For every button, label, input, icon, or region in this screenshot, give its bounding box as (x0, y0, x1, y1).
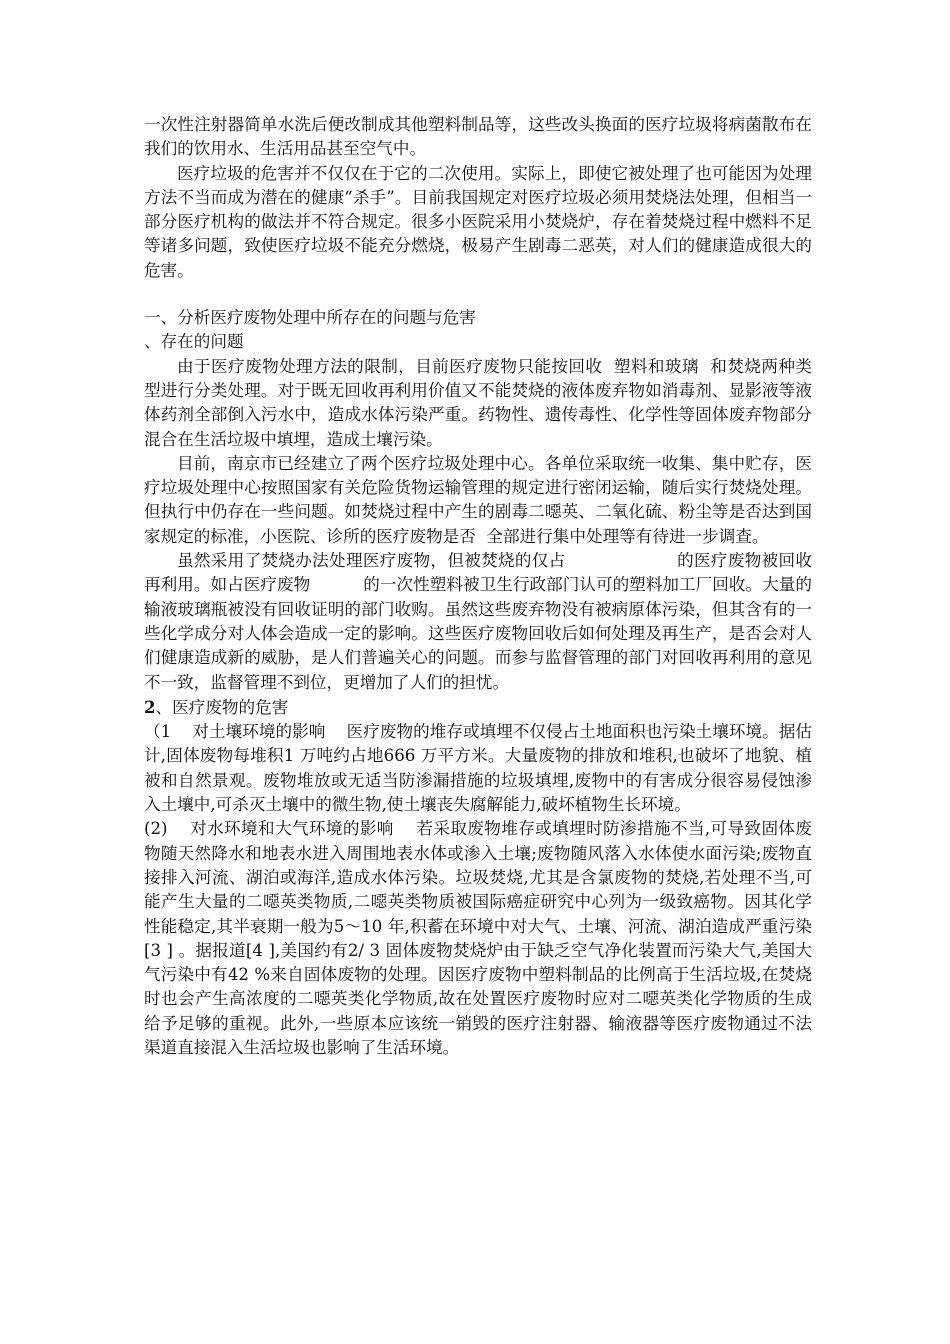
paragraph-problems-2: 目前，南京市已经建立了两个医疗垃圾处理中心。各单位采取统一收集、集中贮存，医疗垃圾处理中心按照国家有关危险货物运输管理的规定进行密闭运输，随后实行焚烧处理。但执行中仍存在一些问题。如焚烧过程中产生的剧毒二噁英、二氧化硫、粉尘等是否达到国家规定的标准，小医院、诊所的医疗废物是否 全部进行集中处理等有待进一步调查。 (144, 453, 812, 546)
document-page (144, 113, 812, 1060)
paragraph-problems-3: 虽然采用了焚烧办法处理医疗废物，但被焚烧的仅占 的医疗废物被回收再利用。如占医疗废物 的一次性塑料被卫生行政部门认可的塑料加工厂回收。大量的输液玻璃瓶被没有回收证明的部门收购。虽然这些废弃物没有被病原体污染，但其含有的一些化学成分对人体会造成一定的影响。这些医疗废物回收后如何处理及再生产，是否会对人们健康造成新的威胁，是人们普遍关心的问题。而参与监督管理的部门对回收再利用的意见不一致，监督管理不到位，更增加了人们的担忧。 (144, 551, 812, 692)
intro-paragraph-1: 一次性注射器简单水洗后便改制成其他塑料制品等，这些改头换面的医疗垃圾将病菌散布在我们的饮用水、生活用品甚至空气中。 (144, 115, 812, 159)
subsection-text: 、医疗废物的危害 (155, 697, 289, 717)
spacer (144, 283, 812, 306)
paragraph-harm-water-air: (2) 对水环境和大气环境的影响 若采取废物堆存或填埋时防渗措施不当,可导致固体废物随天然降水和地表水进入周围地表水体或渗入土壤;废物随风落入水体使水面污染;废物直接排入河流、湖泊或海洋,造成水体污染。垃圾焚烧,尤其是含氯废物的焚烧,若处理不当,可能产生大量的二噁英类物质,二噁英类物质被国际癌症研究中心列为一级致癌物。因其化学性能稳定,其半衰期一般为5～10 年,积蓄在环境中对大气、土壤、河流、湖泊造成严重污染[3 ] 。据报道[4 ],美国约有2/ 3 固体废物焚烧炉由于缺乏空气净化装置而污染大气,美国大气污染中有42 %来自固体废物的处理。因医疗废物中塑料制品的比例高于生活垃圾,在焚烧时也会产生高浓度的二噁英类化学物质,故在处置医疗废物时应对二噁英类化学物质的生成给予足够的重视。此外,一些原本应该统一销毁的医疗注射器、输液器等医疗废物通过不法渠道直接混入生活垃圾也影响了生活环境。 (144, 819, 812, 1057)
subsection-number: 2 (144, 696, 156, 717)
intro-paragraph-2: 医疗垃圾的危害并不仅仅在于它的二次使用。实际上，即使它被处理了也可能因为处理方法不当而成为潜在的健康“杀手”。目前我国规定对医疗垃圾必须用焚烧法处理，但相当一部分医疗机构的做法并不符合规定。很多小医院采用小焚烧炉，存在着焚烧过程中燃料不足等诸多问题，致使医疗垃圾不能充分燃烧，极易产生剧毒二恶英，对人们的健康造成很大的危害。 (144, 163, 812, 280)
subsection-title-1: 、存在的问题 (144, 332, 244, 352)
section-title: 一、分析医疗废物处理中所存在的问题与危害 (144, 308, 476, 328)
paragraph-problems-1: 由于医疗废物处理方法的限制，目前医疗废物只能按回收 塑料和玻璃 和焚烧两种类型进行分类处理。对于既无回收再利用价值又不能焚烧的液体废弃物如消毒剂、显影液等液体药剂全部倒入污水中，造成水体污染严重。药物性、遗传毒性、化学性等固体废弃物部分混合在生活垃圾中填埋，造成土壤污染。 (144, 356, 812, 449)
subsection-title-2 (144, 695, 812, 720)
paragraph-harm-soil: （1 对土壤环境的影响 医疗废物的堆存或填埋不仅侵占土地面积也污染土壤环境。据估计,固体废物每堆积1 万吨约占地666 万平方米。大量废物的排放和堆积,也破坏了地貌、植被和自然景观。废物堆放或无适当防渗漏措施的垃圾填埋,废物中的有害成分很容易侵蚀渗入土壤中,可杀灭土壤中的微生物,使土壤丧失腐解能力,破坏植物生长环境。 (144, 722, 812, 815)
